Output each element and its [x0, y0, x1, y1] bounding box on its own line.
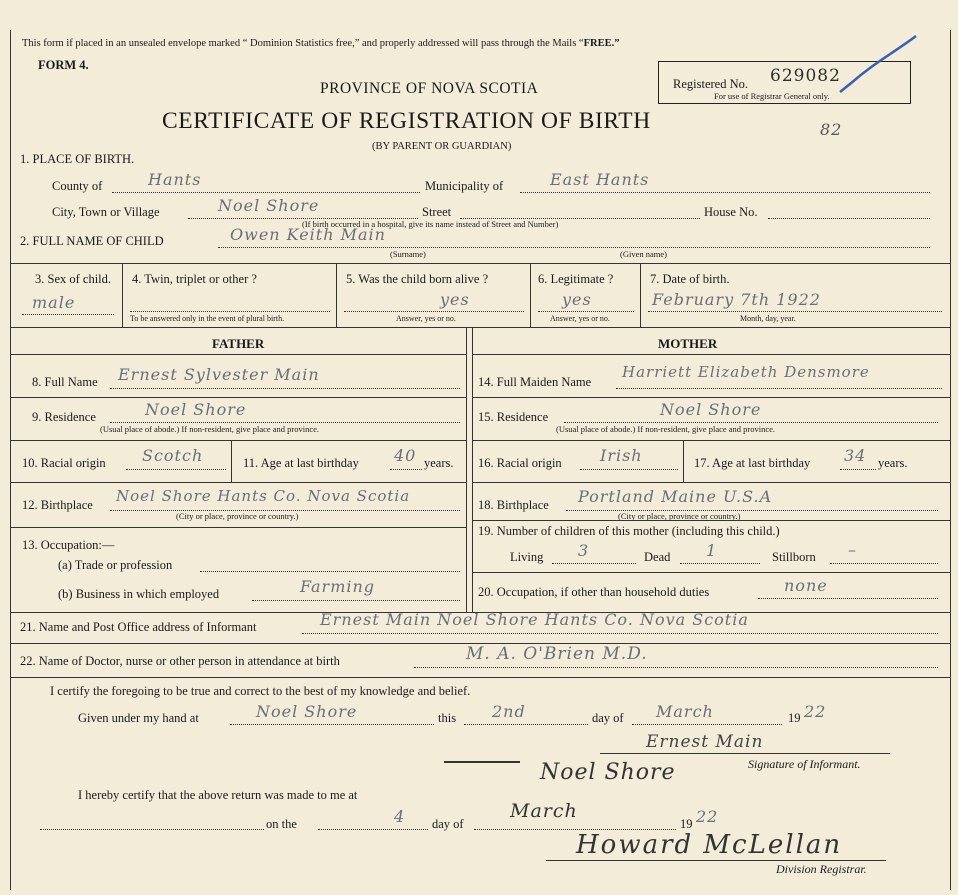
form-number: FORM 4. [38, 58, 89, 72]
registered-number: 629082 [770, 66, 841, 86]
living-label: Living [510, 550, 544, 564]
day-value: 2nd [492, 702, 526, 721]
mother-name-value: Harriett Elizabeth Densmore [622, 363, 870, 381]
sex-label: 3. Sex of child. [35, 272, 112, 286]
informant-label: 21. Name and Post Office address of Informant [20, 620, 257, 634]
year-prefix: 19 [788, 711, 801, 725]
page-title: CERTIFICATE OF REGISTRATION OF BIRTH [162, 108, 651, 134]
twin-label: 4. Twin, triplet or other ? [132, 272, 257, 286]
child-name-value: Owen Keith Main [230, 225, 386, 244]
mail-notice-free: FREE.” [583, 38, 620, 49]
right-border [950, 30, 951, 890]
registrar-signature: Howard McLellan [576, 830, 843, 860]
reg-day-of-label: day of [432, 817, 464, 831]
mail-notice [22, 38, 619, 49]
month-value: March [656, 702, 714, 721]
dead-value: 1 [706, 541, 718, 560]
stillborn-value: – [848, 540, 857, 559]
given-label: Given under my hand at [78, 711, 199, 725]
mail-notice-text: This form if placed in an unsealed envelope marked “ Dominion Statistics free,” and properly addressed will pass through the Mails “ [22, 38, 584, 49]
mother-racial-label: 16. Racial origin [478, 456, 562, 470]
father-trade-label: (a) Trade or profession [58, 558, 173, 572]
mother-birthplace-note: (City or place, province or country.) [618, 511, 741, 521]
registered-label: Registered No. [673, 77, 748, 91]
father-birthplace-value: Noel Shore Hants Co. Nova Scotia [116, 487, 411, 505]
registrar-label: Division Registrar. [776, 862, 867, 876]
mother-occupation-label: 20. Occupation, if other than household duties [478, 585, 710, 599]
dob-note: Month, day, year. [740, 314, 796, 323]
province-heading: PROVINCE OF NOVA SCOTIA [320, 80, 539, 97]
sex-value: male [32, 293, 76, 312]
on-the-label: on the [266, 817, 297, 831]
alive-value: yes [440, 290, 470, 309]
father-racial-value: Scotch [142, 446, 204, 465]
dob-value: February 7th 1922 [652, 290, 821, 309]
father-residence-note: (Usual place of abode.) If non-resident, give place and province. [100, 424, 320, 434]
house-label: House No. [704, 205, 758, 219]
father-name-value: Ernest Sylvester Main [118, 365, 320, 384]
alive-label: 5. Was the child born alive ? [346, 272, 489, 286]
street-note: (If birth occurred in a hospital, give its name instead of Street and Number) [302, 219, 559, 229]
child-name-label: 2. FULL NAME OF CHILD [20, 234, 164, 248]
father-heading: FATHER [212, 336, 265, 351]
year-value: 22 [804, 702, 827, 721]
father-age-value: 40 [394, 446, 417, 465]
mother-age-label: 17. Age at last birthday [694, 456, 811, 470]
father-occupation-heading: 13. Occupation:— [22, 538, 115, 552]
registrar-note: For use of Registrar General only. [714, 91, 830, 101]
father-racial-label: 10. Racial origin [22, 456, 106, 470]
informant-value: Ernest Main Noel Shore Hants Co. Nova Scotia [320, 610, 749, 629]
informant-signature: Ernest Main [646, 732, 764, 752]
father-residence-label: 9. Residence [32, 410, 96, 424]
doctor-label: 22. Name of Doctor, nurse or other person in attendance at birth [20, 654, 340, 668]
county-label: County of [52, 179, 103, 193]
father-business-label: (b) Business in which employed [58, 587, 220, 601]
mother-heading: MOTHER [658, 336, 718, 351]
mother-age-unit: years. [878, 456, 908, 470]
stillborn-label: Stillborn [772, 550, 816, 564]
reg-year-prefix: 19 [680, 817, 693, 831]
this-label: this [438, 711, 457, 725]
legit-value: yes [562, 290, 592, 309]
given-place: Noel Shore [256, 702, 358, 721]
corner-mark: 82 [820, 120, 843, 139]
place-heading: 1. PLACE OF BIRTH. [20, 152, 135, 166]
county-value: Hants [148, 170, 202, 189]
father-birthplace-note: (City or place, province or country.) [176, 511, 299, 521]
legit-label: 6. Legitimate ? [538, 272, 614, 286]
mother-racial-value: Irish [600, 446, 643, 465]
living-value: 3 [578, 541, 590, 560]
dob-label: 7. Date of birth. [650, 272, 730, 286]
doctor-value: M. A. O'Brien M.D. [466, 644, 648, 664]
mother-residence-note: (Usual place of abode.) If non-resident, give place and province. [556, 424, 776, 434]
mother-residence-label: 15. Residence [478, 410, 549, 424]
mother-name-label: 14. Full Maiden Name [478, 375, 592, 389]
reg-day-value: 4 [394, 807, 406, 826]
check-mark-icon [820, 32, 920, 102]
alive-note: Answer, yes or no. [396, 314, 456, 323]
mother-children-label: 19. Number of children of this mother (including this child.) [478, 524, 780, 538]
mother-age-value: 34 [844, 446, 867, 465]
mother-birthplace-value: Portland Maine U.S.A [578, 487, 773, 506]
left-border [10, 30, 11, 890]
registrar-place: Noel Shore [540, 760, 676, 785]
city-value: Noel Shore [218, 196, 320, 215]
twin-note: To be answered only in the event of plural birth. [130, 314, 285, 323]
reg-month-value: March [510, 800, 578, 822]
reg-year-value: 22 [696, 807, 719, 826]
municipality-label: Municipality of [425, 179, 504, 193]
mother-birthplace-label: 18. Birthplace [478, 498, 549, 512]
registrar-statement: I hereby certify that the above return was made to me at [78, 788, 358, 802]
father-age-unit: years. [424, 456, 454, 470]
mother-occupation-value: none [784, 576, 828, 595]
father-age-label: 11. Age at last birthday [243, 456, 359, 470]
legit-note: Answer, yes or no. [550, 314, 610, 323]
street-label: Street [422, 205, 452, 219]
day-of-label: day of [592, 711, 624, 725]
surname-note: (Surname) [390, 249, 426, 259]
father-business-value: Farming [300, 577, 376, 596]
cert-statement: I certify the foregoing to be true and correct to the best of my knowledge and belief. [50, 684, 471, 698]
given-note: (Given name) [620, 249, 667, 259]
page-subtitle: (BY PARENT OR GUARDIAN) [372, 141, 512, 152]
father-name-label: 8. Full Name [32, 375, 98, 389]
father-birthplace-label: 12. Birthplace [22, 498, 93, 512]
dead-label: Dead [644, 550, 671, 564]
informant-signature-label: Signature of Informant. [748, 757, 861, 771]
mother-residence-value: Noel Shore [660, 400, 762, 419]
father-residence-value: Noel Shore [145, 400, 247, 419]
city-label: City, Town or Village [52, 205, 160, 219]
municipality-value: East Hants [550, 170, 650, 189]
